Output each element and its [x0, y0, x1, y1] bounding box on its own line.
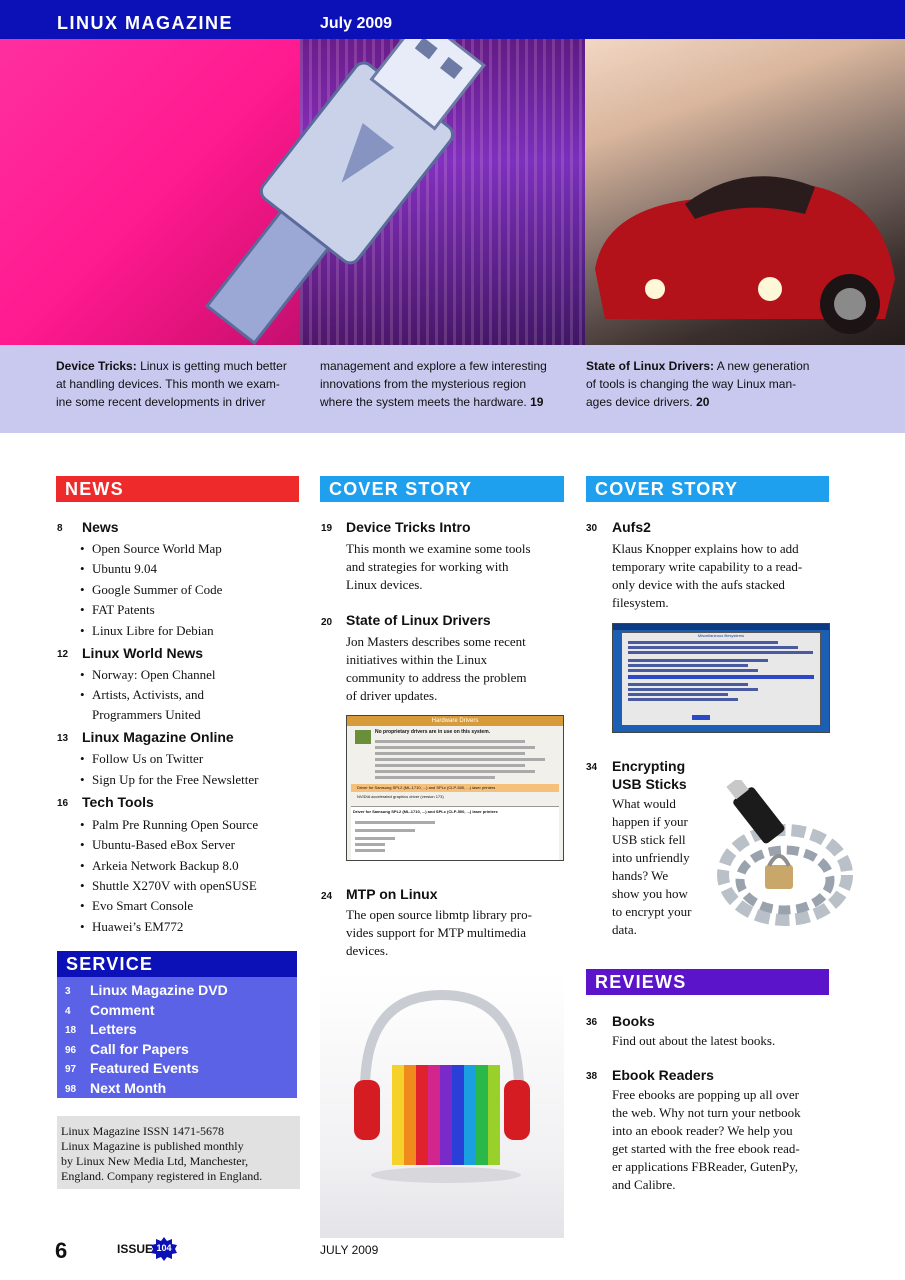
news-item: • Open Source World Map: [92, 539, 222, 559]
article-desc-line: devices.: [346, 943, 389, 958]
article-title-encrypting[interactable]: Encrypting: [612, 758, 686, 774]
article-desc-line: USB stick fell: [612, 832, 686, 847]
article-desc-line: temporary write capability to a read-: [612, 559, 803, 574]
caption-state-of-drivers: State of Linux Drivers: A new generation of tools is changing the way Linux man- ages device drivers. 20: [586, 359, 810, 409]
headphones-cd-image: [320, 970, 564, 1238]
article-desc-line: only device with the aufs stacked: [612, 577, 785, 592]
news-item: • FAT Patents: [92, 600, 155, 620]
news-item-continued: Programmers United: [92, 707, 201, 722]
review-desc-line: er applications FBReader, GutenPy,: [612, 1159, 799, 1174]
footer-date: JULY 2009: [320, 1243, 379, 1257]
article-title-encrypting-cont[interactable]: USB Sticks: [612, 776, 687, 792]
article-desc-line: of driver updates.: [346, 688, 438, 703]
caption-device-tricks-cont: management and explore a few interesting innovations from the mysterious region where the system meets the hardware. 19: [320, 359, 547, 409]
service-list: [57, 977, 297, 1098]
review-desc-line: and Calibre.: [612, 1177, 676, 1192]
cover-story-heading-right: COVER STORY: [586, 476, 829, 502]
news-heading: NEWS: [56, 476, 299, 502]
tech-tools-title[interactable]: Tech Tools: [82, 794, 154, 810]
article-desc-line: This month we examine some tools: [346, 541, 531, 556]
news-page-number: 8: [57, 523, 63, 534]
article-desc-line: data.: [612, 922, 637, 937]
article-title-mtp[interactable]: MTP on Linux: [346, 886, 438, 902]
kernel-config-screenshot: Miscellaneous filesystems: [612, 623, 830, 733]
article-desc-line: Jon Masters describes some recent: [346, 634, 526, 649]
news-item: • Follow Us on Twitter: [92, 749, 203, 769]
article-page-number: 19: [321, 523, 333, 534]
article-page-number: 30: [586, 523, 598, 534]
news-title[interactable]: News: [82, 519, 119, 535]
news-item: • Linux Libre for Debian: [92, 621, 214, 641]
article-title-state-of-drivers[interactable]: State of Linux Drivers: [346, 612, 491, 628]
world-news-title[interactable]: Linux World News: [82, 645, 204, 661]
news-item: • Google Summer of Code: [92, 580, 222, 600]
article-desc-line: filesystem.: [612, 595, 669, 610]
review-desc-line: Find out about the latest books.: [612, 1033, 776, 1048]
news-item: • Norway: Open Channel: [92, 665, 215, 685]
article-desc-line: The open source libmtp library pro-: [346, 907, 532, 922]
news-item: • Sign Up for the Free Newsletter: [92, 770, 258, 790]
review-desc-line: get started with the free ebook read-: [612, 1141, 800, 1156]
service-item[interactable]: 98 Next Month: [65, 1080, 167, 1096]
service-item[interactable]: 97 Featured Events: [65, 1060, 199, 1076]
article-desc-line: community to address the problem: [346, 670, 527, 685]
service-heading: SERVICE: [57, 951, 297, 977]
cover-story-heading: COVER STORY: [320, 476, 564, 502]
review-page-number: 36: [586, 1017, 598, 1028]
article-page-number: 20: [321, 617, 333, 628]
online-page-number: 13: [57, 733, 69, 744]
article-page-number: 34: [586, 762, 598, 773]
news-item: • Artists, Activists, and: [92, 685, 204, 705]
tech-tools-page-number: 16: [57, 798, 69, 809]
article-desc-line: happen if your: [612, 814, 688, 829]
service-item[interactable]: 18 Letters: [65, 1021, 137, 1037]
caption-device-tricks: Device Tricks: Linux is getting much better at handling devices. This month we exam- ine some recent developments in driver: [56, 359, 287, 409]
issue-label: ISSUE: [117, 1242, 154, 1256]
article-desc-line: What would: [612, 796, 676, 811]
hardware-drivers-screenshot: Hardware Drivers No proprietary drivers are in use on this system. Driver for Samsung SPL2 (ML-1710, ...) and SPLc (CLP-500, ...) laser printers NVIDIA accelerated graphics driver (version 173) Driver for Samsung SPL2 (ML-1710, ...) and SPLc (CLP-500, ...) laser printers: [346, 715, 564, 861]
article-desc-line: into unfriendly: [612, 850, 690, 865]
news-item: • Arkeia Network Backup 8.0: [92, 856, 239, 876]
article-title-aufs2[interactable]: Aufs2: [612, 519, 651, 535]
article-page-number: 24: [321, 891, 333, 902]
news-item: • Shuttle X270V with openSUSE: [92, 876, 257, 896]
online-title[interactable]: Linux Magazine Online: [82, 729, 234, 745]
service-item[interactable]: 4 Comment: [65, 1002, 155, 1018]
news-item: • Ubuntu 9.04: [92, 559, 157, 579]
review-desc-line: into an ebook reader? We help you: [612, 1123, 793, 1138]
news-item: • Huawei’s EM772: [92, 917, 183, 937]
reviews-heading: REVIEWS: [586, 969, 829, 995]
review-title-ebook-readers[interactable]: Ebook Readers: [612, 1067, 714, 1083]
magazine-title: LINUX MAGAZINE: [57, 13, 233, 33]
news-item: • Palm Pre Running Open Source: [92, 815, 258, 835]
page-number: 6: [55, 1238, 68, 1263]
news-item: • Evo Smart Console: [92, 896, 193, 916]
article-title-device-tricks[interactable]: Device Tricks Intro: [346, 519, 471, 535]
article-desc-line: vides support for MTP multimedia: [346, 925, 527, 940]
article-desc-line: Klaus Knopper explains how to add: [612, 541, 799, 556]
article-desc-line: show you how: [612, 886, 688, 901]
review-desc-line: the web. Why not turn your netbook: [612, 1105, 801, 1120]
article-desc-line: hands? We: [612, 868, 669, 883]
issue-date: July 2009: [320, 15, 393, 32]
review-title-books[interactable]: Books: [612, 1013, 655, 1029]
usb-stick-chain-image: [705, 780, 865, 940]
issn-info-box: Linux Magazine ISSN 1471-5678 Linux Magazine is published monthly by Linux New Media Ltd, Manchester, England. Company registered in England.: [57, 1116, 300, 1189]
news-item: • Ubuntu-Based eBox Server: [92, 835, 235, 855]
article-desc-line: to encrypt your: [612, 904, 692, 919]
red-car-hero-image: [585, 39, 905, 345]
article-desc-line: initiatives within the Linux: [346, 652, 488, 667]
article-desc-line: and strategies for working with: [346, 559, 509, 574]
review-page-number: 38: [586, 1071, 598, 1082]
service-item[interactable]: 96 Call for Papers: [65, 1041, 189, 1057]
service-item[interactable]: 3 Linux Magazine DVD: [65, 982, 228, 998]
world-news-page-number: 12: [57, 649, 69, 660]
article-desc-line: Linux devices.: [346, 577, 423, 592]
issue-number-badge: 104: [150, 1237, 178, 1261]
review-desc-line: Free ebooks are popping up all over: [612, 1087, 800, 1102]
usb-cable-hero-image: [0, 39, 585, 345]
